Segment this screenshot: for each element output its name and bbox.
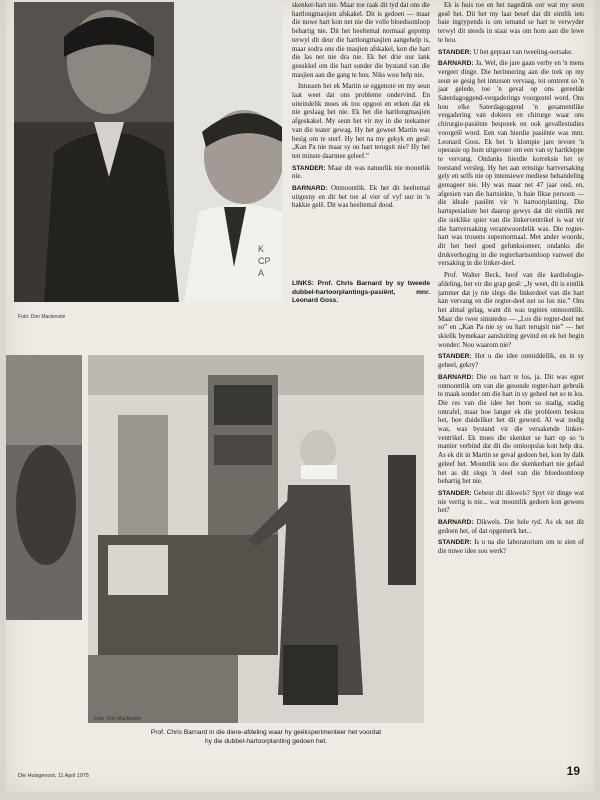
- paragraph: [438, 539, 584, 556]
- paragraph: [438, 60, 584, 269]
- speaker-label: STANDER:: [292, 164, 326, 172]
- speaker-label: BARNARD:: [438, 60, 474, 68]
- magazine-footer: Die Huisgenoot, 11 April 1975: [18, 773, 89, 779]
- svg-text:CP: CP: [258, 256, 271, 266]
- svg-text:A: A: [258, 268, 265, 278]
- speaker-label: STANDER:: [438, 489, 472, 497]
- article-column-right: [438, 2, 584, 560]
- paragraph-text: Ek is huis toe en het nagedink oor wat my seun gesê het. Dit het my laat besef dat dit eintlik iets baie ingrypends is om iemand se hart te verwyder terwyl dit steeds in staat was om hom aan die lewe te hou.: [438, 2, 584, 44]
- paragraph-text: Maar dit was natuurlik nie moontlik nie.: [292, 164, 430, 181]
- paragraph: [292, 2, 430, 80]
- photo-barnard-and-goss: [14, 2, 282, 302]
- paragraph: [438, 2, 584, 46]
- paragraph-text: Intussen het ek Martin se eggenote en my seun laat weet dat ons probleme ondervind. En uiteindelik moes ek tou opgooi en erken dat ek nie geslaag het nie. Ek het die hartlongmasjien afgeskakel. My seun het vir my in die teekamer van die teater gewag. Hy het geweet Martin was besig om te sterf. Hy het na my gekyk en gesê: „Kan Pa nie maar sy ou hart terugsit nie? Hy het ten minste daarmee geleef.”: [292, 83, 430, 160]
- paragraph-text: Die ou hart te los, ja. Dit was egter onmoontlik om van die gesonde regter-hart gebruik te maak sonder om die hart in sy geheel net so te los. Die res van die idee het hom so stadig, stadig ontrafel, maar hoe langer ek die probleem beskou het, hoe duideliker het dit geword. Al wat nodig was, was bystand vir die versakende linker-ventrikel. Ek moes die skenker se hart op so 'n manier verbind dat dit die omloopslas kon help dra. As ek dit in Martin se geval gedoen het, kon hy dalk geleef het. Moontlik sou die skenkerhart nie gefaal het as dit slegs 'n deel van die bloedsomloop behartig het nie.: [438, 373, 584, 486]
- speaker-label: STANDER:: [438, 48, 472, 56]
- photo-animal-lab: [88, 355, 424, 723]
- caption-bottom-line2: hy die dubbel-hartoorplanting gedoen het.: [204, 737, 328, 745]
- paragraph: [438, 374, 584, 487]
- speaker-label: STANDER:: [438, 539, 472, 547]
- paragraph-text: Gebeur dit dikwels? Spyt vir dinge wat nie verrig is nie... wat moontlik gedoen kon gewees het?: [438, 489, 584, 515]
- caption-bottom: [116, 729, 416, 746]
- paragraph: [438, 490, 584, 516]
- caption-bottom-line1: Prof. Chris Barnard in die diere-afdeling waar hy geëksperimenteer het voordat: [150, 729, 382, 736]
- paragraph-text: Onmoontlik. Ek het dit heeltemal uitgesny en dit het toe al vier of vyf uur in 'n bakkie gelê. Dit was heeltemal dood.: [292, 185, 430, 210]
- speaker-label: STANDER:: [438, 353, 472, 361]
- photo-partial-left: [6, 355, 82, 620]
- paragraph: [292, 165, 430, 182]
- paragraph: [438, 272, 584, 350]
- paragraph-text: Prof. Walter Beck, hoof van die kardiologie-afdeling, het vir die grap gesê: „Jy weet, dit is eintlik jammer dat jy nie slegs die linkerdeel van die hart kan vervang en die regter-deel net so los nie.” Ons het almal gelag, want dit was tegnies onmoontlik. Maar die twee sinsnedes — „Los die regter-deel net so” en „Kan Pa nie sy ou hart terugsit nie” — het skielik bymekaar aansluiting gevind en ek het begin wonder: Nou waarom nie?: [438, 272, 584, 349]
- paragraph-text: Het u die idee onmiddellik, en in sy geheel, gekry?: [438, 353, 584, 370]
- speaker-label: BARNARD:: [438, 519, 474, 527]
- paragraph-text: Is u na die laboratorium om te sien of die nuwe idee sou werk?: [438, 539, 584, 556]
- caption-top: LINKS: Prof. Chris Barnard by sy tweede dubbel-hartoorplantings-pasiënt, mnr. Leonard Goss.: [292, 280, 430, 304]
- photo-credit-top: Foto: Don Mackenzie: [18, 314, 66, 320]
- speaker-label: BARNARD:: [438, 373, 474, 381]
- paragraph: [438, 49, 584, 58]
- magazine-page: [6, 0, 594, 792]
- paragraph-text: Dikwels. Die hele tyd. As ek net dit gedoen het, of dat opgemerk het...: [438, 519, 584, 535]
- paragraph: [438, 519, 584, 536]
- paragraph-text: Ja. Wel, die jare gaan verby en 'n mens vergeet dinge. Die herinnering aan die trek op my seun se gesig het intussen vervaag, tot omtrent so 'n jaar gelede, toe 'n geval op ons gereelde Saterdagoggend-vergaderings voorgestel word. Ons hou elke Saterdagoggend 'n gesamentlike vergadering van dokters en chirurge waar ons chirurgie-pasiënte bespreek en ook gevallestudies voorgelê word. Een van hierdie pasiënte was mnr. Leonard Goss. Ek het 'n klompie jare tevore 'n operasie op hom uitgevoer om een van sy hartkleppe te vervang. Ondanks hierdie korreksie het sy toestand versleg. Hy het aan ernstige hartversaking gely en selfs nie op intensiewe mediese behandeling gereageer nie. Hy was maar net 47 jaar oud, en, afgesien van die hartsiekte, 'n baie fikse persoon — die ideale pasiënt vir 'n hartoorplanting. Die hartspesialiste het daarop gewys dat dit eintlik net die sieklike spier van die linkerventrikel is wat vir die hartversaking verantwoordelik was. Die regter-hart was trouens supernormaal. Met ander woorde, dit het heel goed gefunksioneer, ondanks die drukverhoging in die regterhartsomloop vanweë die versaking in die linker-deel.: [438, 60, 584, 268]
- paragraph: [292, 83, 430, 161]
- speaker-label: BARNARD:: [292, 185, 328, 193]
- article-column-middle: [292, 2, 430, 214]
- page-number: 19: [566, 764, 580, 778]
- svg-text:K: K: [258, 244, 265, 254]
- paragraph-text: skenker-hart nie. Maar toe raak dit tyd dat ons die hartlongmasjien afskakel. Dit is gedoen — maar die nuwe hart kon net nie die volle bloedsomloop behartig nie. Dit het heeltemal normaal gepomp terwyl dit deur die hartlongmasjien aangehelp is, maar sodra ons die masjien afskakel, kon die hart die las net nie dra nie. Ek het drie uur lank gesukkel om die hart sonder die bystand van die masjien aan die gang te hou. Niks wou help nie.: [292, 2, 430, 79]
- photo-credit-bottom: Foto: Don Mackenzie: [94, 716, 142, 722]
- paragraph-text: U het gepraat van tweeling-oorsake.: [473, 48, 573, 56]
- paragraph: [438, 353, 584, 370]
- paragraph: [292, 185, 430, 211]
